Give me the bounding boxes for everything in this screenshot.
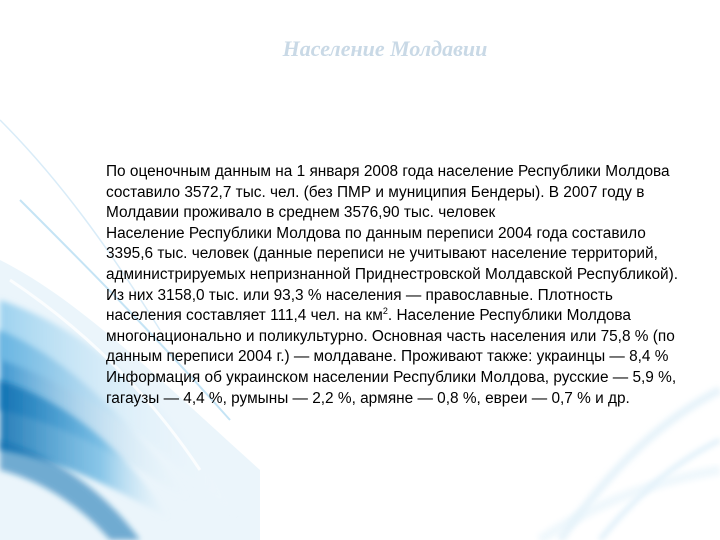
census-text-part-2: . Население Республики Молдова многонационально и поликультурно. Основная часть населения или 75,8 % (по данным переписи 2004 г.) — молдаване. Проживают также: украинцы — 8,4 % Информация об украинском населении Республики Молдова, русские — 5,9 %, гагаузы — 4,4 %, румыны — 2,2 %, армяне — 0,8 %, евреи — 0,7 % и др. — [106, 307, 677, 407]
paragraph-estimate: По оценочным данным на 1 января 2008 года население Республики Молдова составило 3572,7 тыс. чел. (без ПМР и муниципия Бендеры). В 2007 году в Молдавии проживало в среднем 3576,90 тыс. человек — [106, 163, 670, 222]
paragraph-census — [106, 224, 686, 409]
slide-title: Население Молдавии — [282, 36, 488, 61]
census-text-part-1: Население Республики Молдова по данным переписи 2004 года составило 3395,6 тыс. человек (данные переписи не учитывают население территорий, администрируемых непризнанной Приднестровской Молдавской Республикой). Из них 3158,0 тыс. или 93,3 % населения — православные. Плотность населения составляет 111,4 чел. на км — [106, 224, 679, 325]
slide-body — [106, 162, 686, 409]
superscript-2: 2 — [382, 306, 388, 317]
